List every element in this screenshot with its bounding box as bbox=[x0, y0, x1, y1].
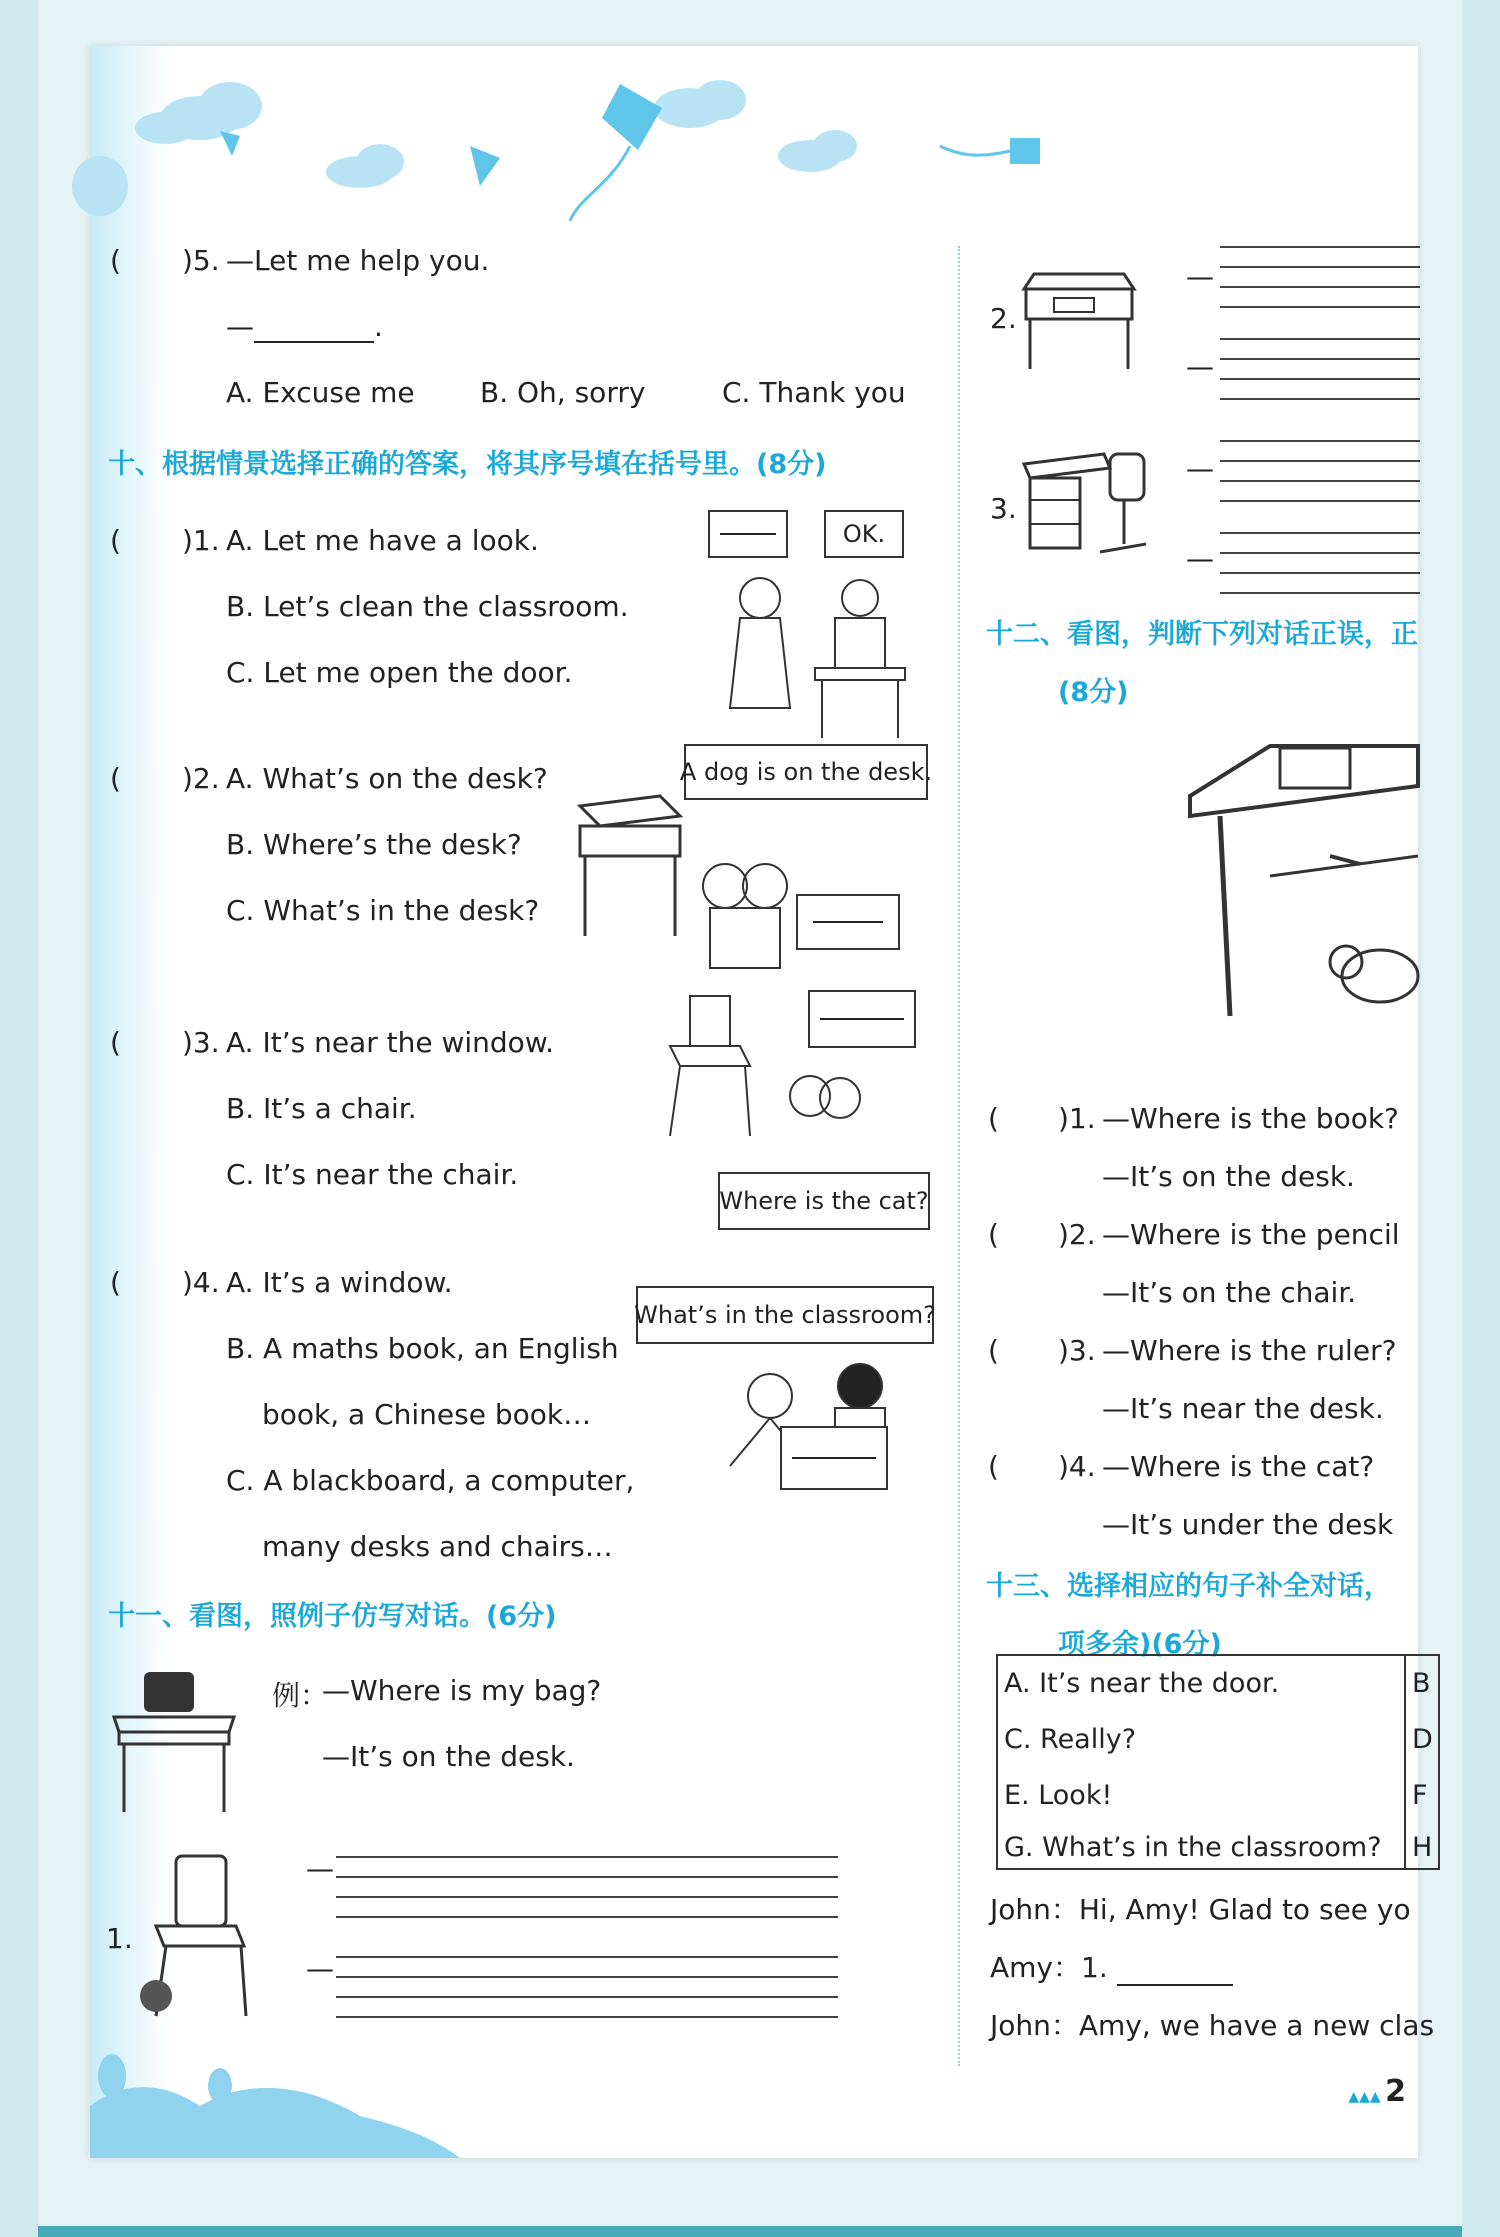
q5-blank[interactable] bbox=[254, 341, 374, 343]
s13-option-g: G. What’s in the classroom? bbox=[1004, 1832, 1382, 1863]
s13-dialog-line3: John：Amy, we have a new clas bbox=[990, 2009, 1435, 2042]
s13-option-b-partial: B bbox=[1412, 1668, 1431, 1699]
s11-example-question: —Where is my bag? bbox=[322, 1674, 602, 1707]
section12-title: 十二、看图，判断下列对话正误，正 bbox=[986, 619, 1418, 650]
s11-item1-line[interactable] bbox=[336, 2016, 838, 2018]
s11-item3-desk-chair bbox=[1014, 444, 1154, 564]
s10-q4-option-c-cont: many desks and chairs… bbox=[262, 1530, 613, 1563]
s10-q4-number: )4. bbox=[182, 1266, 220, 1299]
s10-q1-option-b: B. Let’s clean the classroom. bbox=[226, 590, 629, 623]
s10-q4-option-a: A. It’s a window. bbox=[226, 1266, 453, 1299]
q5-reply-line bbox=[226, 310, 383, 343]
bottom-bar bbox=[38, 2226, 1462, 2237]
s12-q4-answer: —It’s under the desk bbox=[1102, 1508, 1394, 1541]
s11-item2-dash2: — bbox=[1186, 350, 1214, 383]
q5-option-c: C. Thank you bbox=[722, 376, 906, 409]
s11-item1-line[interactable] bbox=[336, 1916, 838, 1918]
s10-q2-option-a: A. What’s on the desk? bbox=[226, 762, 548, 795]
page-number: ▲▲▲ 2 bbox=[1348, 2074, 1406, 2109]
q5-reply-end: . bbox=[374, 310, 383, 343]
s10-q1-illustration bbox=[710, 558, 910, 748]
section10-title: 十、根据情景选择正确的答案，将其序号填在括号里。(8分) bbox=[108, 449, 827, 480]
section12-score: (8分) bbox=[1058, 677, 1129, 708]
s10-q2-bubble-dog: A dog is on the desk. bbox=[684, 744, 928, 800]
s11-item1-line[interactable] bbox=[336, 1956, 838, 1958]
s10-q4-bubble-classroom: What’s in the classroom? bbox=[636, 1286, 934, 1344]
s10-q3-paren[interactable]: ( bbox=[110, 1026, 121, 1059]
s11-item2-line[interactable] bbox=[1220, 246, 1420, 248]
s11-item1-line[interactable] bbox=[336, 1876, 838, 1878]
s12-q1-answer: —It’s on the desk. bbox=[1102, 1160, 1355, 1193]
q5-paren[interactable]: ( bbox=[110, 244, 121, 277]
s10-q4-bubble-blank bbox=[780, 1426, 888, 1490]
s13-option-f-partial: F bbox=[1412, 1780, 1428, 1811]
s11-item2-line[interactable] bbox=[1220, 306, 1420, 308]
s10-q1-paren[interactable]: ( bbox=[110, 524, 121, 557]
s12-illustration-desk bbox=[1180, 736, 1418, 1036]
s12-q3-paren[interactable]: ( bbox=[988, 1334, 999, 1367]
s11-item1-dash1: — bbox=[306, 1852, 334, 1885]
s12-q1-number: )1. bbox=[1058, 1102, 1096, 1135]
s13-option-h-partial: H bbox=[1412, 1832, 1433, 1863]
s11-item3-dash1: — bbox=[1186, 452, 1214, 485]
s10-q4-paren[interactable]: ( bbox=[110, 1266, 121, 1299]
s11-item3-number: 3. bbox=[990, 492, 1017, 525]
s12-q1-paren[interactable]: ( bbox=[988, 1102, 999, 1135]
s10-q3-option-b: B. It’s a chair. bbox=[226, 1092, 417, 1125]
s12-q4-question: —Where is the cat? bbox=[1102, 1450, 1375, 1483]
column-divider bbox=[958, 246, 960, 2066]
page-number-ornament: ▲▲▲ bbox=[1348, 2089, 1386, 2105]
s11-item1-line[interactable] bbox=[336, 1856, 838, 1858]
s13-option-e: E. Look! bbox=[1004, 1780, 1113, 1811]
s10-q2-option-b: B. Where’s the desk? bbox=[226, 828, 522, 861]
s10-q3-number: )3. bbox=[182, 1026, 220, 1059]
s11-item3-line[interactable] bbox=[1220, 440, 1420, 442]
q5-reply-dash: — bbox=[226, 310, 254, 343]
s13-dialog-line1: John：Hi, Amy! Glad to see yo bbox=[990, 1893, 1411, 1926]
s12-q2-question: —Where is the pencil bbox=[1102, 1218, 1400, 1251]
s10-q1-number: )1. bbox=[182, 524, 220, 557]
section13-title: 十三、选择相应的句子补全对话， bbox=[986, 1571, 1391, 1602]
worksheet-page bbox=[90, 46, 1435, 2158]
s13-dialog-line2: Amy：1. bbox=[990, 1951, 1108, 1984]
s10-q1-option-a: A. Let me have a look. bbox=[226, 524, 539, 557]
s11-item2-line[interactable] bbox=[1220, 286, 1420, 288]
s10-q3-bubble-cat: Where is the cat? bbox=[718, 1172, 930, 1230]
s11-item3-line[interactable] bbox=[1220, 592, 1420, 594]
s11-item3-line[interactable] bbox=[1220, 552, 1420, 554]
s10-q2-bubble-blank bbox=[796, 894, 900, 950]
s11-item3-line[interactable] bbox=[1220, 572, 1420, 574]
s11-item2-line[interactable] bbox=[1220, 266, 1420, 268]
s10-q2-illustration bbox=[560, 766, 810, 996]
s13-option-box bbox=[996, 1654, 1440, 1870]
s13-option-c: C. Really? bbox=[1004, 1724, 1137, 1755]
s11-item1-line[interactable] bbox=[336, 1976, 838, 1978]
header-decoration bbox=[90, 46, 1418, 216]
s10-q2-paren[interactable]: ( bbox=[110, 762, 121, 795]
q5-number: )5. bbox=[182, 244, 220, 277]
s12-q3-number: )3. bbox=[1058, 1334, 1096, 1367]
s11-item1-line[interactable] bbox=[336, 1896, 838, 1898]
s10-q2-number: )2. bbox=[182, 762, 220, 795]
s11-item2-line[interactable] bbox=[1220, 338, 1420, 340]
s10-q3-illustration bbox=[650, 986, 860, 1176]
s10-q2-option-c: C. What’s in the desk? bbox=[226, 894, 540, 927]
s12-q4-paren[interactable]: ( bbox=[988, 1450, 999, 1483]
s11-item2-line[interactable] bbox=[1220, 398, 1420, 400]
s11-item1-number: 1. bbox=[106, 1922, 133, 1955]
section13-subtitle: 项多余)(6分) bbox=[1058, 1629, 1222, 1660]
q5-option-b: B. Oh, sorry bbox=[480, 376, 646, 409]
s11-item3-line[interactable] bbox=[1220, 500, 1420, 502]
s13-option-a: A. It’s near the door. bbox=[1004, 1668, 1280, 1699]
s11-item1-dash2: — bbox=[306, 1952, 334, 1985]
q5-option-a: A. Excuse me bbox=[226, 376, 415, 409]
s12-q4-number: )4. bbox=[1058, 1450, 1096, 1483]
s10-q4-option-b-cont: book, a Chinese book… bbox=[262, 1398, 592, 1431]
s11-item3-line[interactable] bbox=[1220, 460, 1420, 462]
s12-q1-question: —Where is the book? bbox=[1102, 1102, 1399, 1135]
s10-q3-option-a: A. It’s near the window. bbox=[226, 1026, 555, 1059]
s11-item2-line[interactable] bbox=[1220, 378, 1420, 380]
s11-item2-desk bbox=[1014, 264, 1144, 374]
s10-q4-option-b: B. A maths book, an English bbox=[226, 1332, 619, 1365]
s11-item3-line[interactable] bbox=[1220, 480, 1420, 482]
s12-q3-answer: —It’s near the desk. bbox=[1102, 1392, 1384, 1425]
s12-q3-question: —Where is the ruler? bbox=[1102, 1334, 1397, 1367]
s10-q1-bubble-blank bbox=[708, 510, 788, 558]
s10-q1-option-c: C. Let me open the door. bbox=[226, 656, 573, 689]
s11-item1-line[interactable] bbox=[336, 1996, 838, 1998]
s13-dialog-line2-wrap bbox=[990, 1946, 1233, 1986]
s11-example-label: 例： bbox=[272, 1679, 329, 1712]
s13-option-d-partial: D bbox=[1412, 1724, 1433, 1755]
s11-item3-line[interactable] bbox=[1220, 532, 1420, 534]
s10-q4-option-c: C. A blackboard, a computer, bbox=[226, 1464, 635, 1497]
s11-item2-dash1: — bbox=[1186, 260, 1214, 293]
section11-title: 十一、看图，照例子仿写对话。(6分) bbox=[108, 1601, 557, 1632]
s12-q2-number: )2. bbox=[1058, 1218, 1096, 1251]
s11-example-desk-bag bbox=[104, 1662, 244, 1822]
s13-blank-1[interactable] bbox=[1117, 1984, 1233, 1986]
left-gradient bbox=[90, 46, 170, 2158]
s11-example-answer: —It’s on the desk. bbox=[322, 1740, 575, 1773]
s10-q1-bubble-ok: OK. bbox=[824, 510, 904, 558]
s11-item2-line[interactable] bbox=[1220, 358, 1420, 360]
s11-item3-dash2: — bbox=[1186, 542, 1214, 575]
s12-q2-answer: —It’s on the chair. bbox=[1102, 1276, 1357, 1309]
s11-item2-number: 2. bbox=[990, 302, 1017, 335]
s11-item1-chair-ball bbox=[136, 1846, 256, 2026]
q5-prompt: —Let me help you. bbox=[226, 244, 490, 277]
s10-q3-option-c: C. It’s near the chair. bbox=[226, 1158, 519, 1191]
footer-decoration bbox=[90, 2036, 490, 2158]
s13-box-divider bbox=[1404, 1656, 1406, 1868]
s12-q2-paren[interactable]: ( bbox=[988, 1218, 999, 1251]
